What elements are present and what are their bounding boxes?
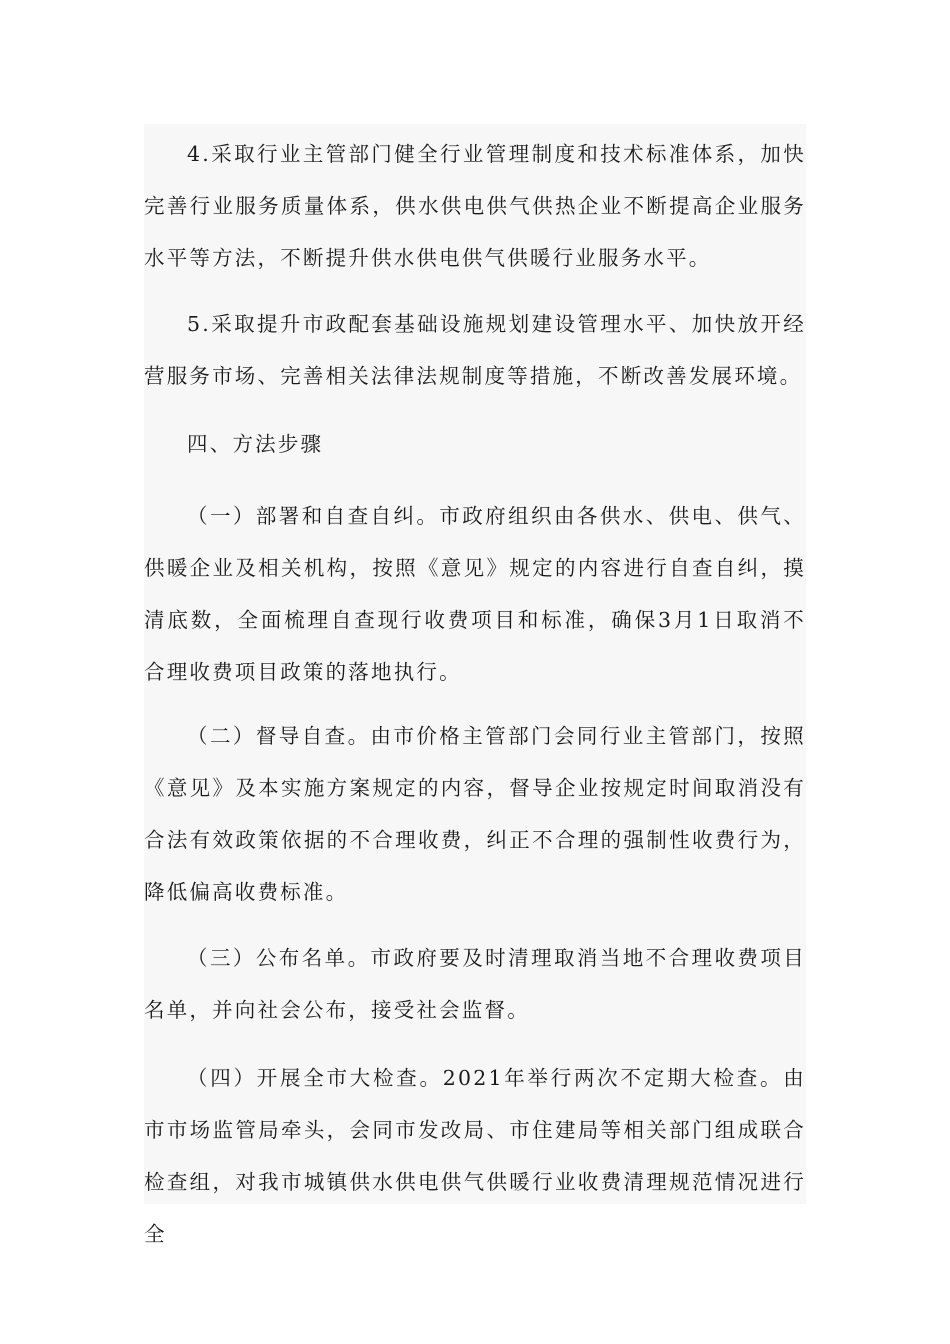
paragraph-step-3: （三）公布名单。市政府要及时清理取消当地不合理收费项目名单，并向社会公布，接受社会监督。 (144, 946, 806, 1022)
paragraph-step-2: （二）督导自查。由市价格主管部门会同行业主管部门，按照《意见》及本实施方案规定的内容，督导企业按规定时间取消没有合法有效政策依据的不合理收费，纠正不合理的强制性收费行为，降低偏高收费标准。 (144, 724, 806, 904)
paragraph-step-4: （四）开展全市大检查。2021年举行两次不定期大检查。由市市场监管局牵头，会同市发改局、市住建局等相关部门组成联合检查组，对我市城镇供水供电供气供暖行业收费清理规范情况进行全 (144, 1066, 806, 1246)
paragraph-measure-4: 4.采取行业主管部门健全行业管理制度和技术标准体系，加快完善行业服务质量体系，供水供电供气供热企业不断提高企业服务水平等方法，不断提升供水供电供气供暖行业服务水平。 (144, 142, 806, 270)
section-heading-steps: 四、方法步骤 (187, 432, 324, 456)
paragraph-measure-5: 5.采取提升市政配套基础设施规划建设管理水平、加快放开经营服务市场、完善相关法律法规制度等措施，不断改善发展环境。 (144, 312, 806, 388)
paragraph-step-1: （一）部署和自查自纠。市政府组织由各供水、供电、供气、供暖企业及相关机构，按照《意见》规定的内容进行自查自纠，摸清底数，全面梳理自查现行收费项目和标准，确保3月1日取消不合理收费项目政策的落地执行。 (144, 504, 806, 684)
